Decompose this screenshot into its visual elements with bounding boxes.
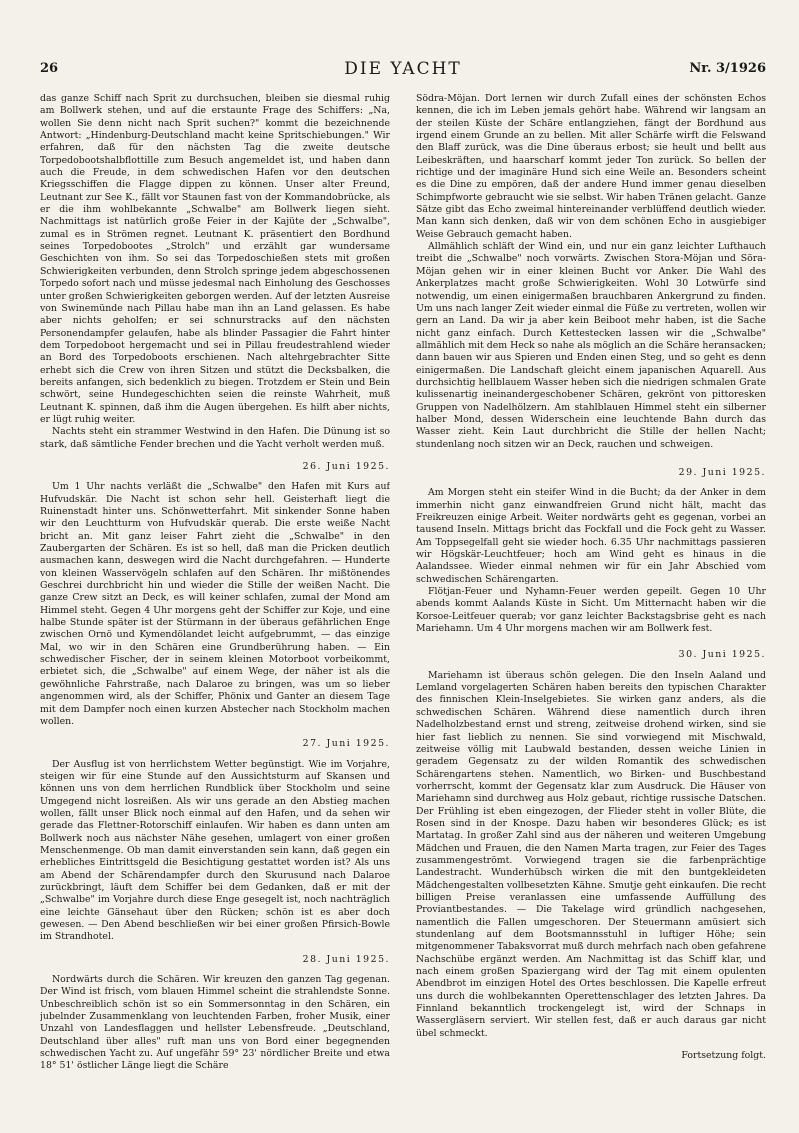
right-column	[416, 93, 766, 1128]
paragraph: Flötjan-Feuer und Nyhamn-Feuer werden gepeilt. Gegen 10 Uhr abends kommt Aalands Küste in Sicht. Um Mitternacht haben wir die Korsoe-Leitfeuer querab; vor ganz leichter Backstagsbrise geht es nach Mariehamn. Um 4 Uhr morgens machen wir am Bollwerk fest.	[416, 586, 766, 635]
issue-number: Nr. 3/1926	[689, 61, 766, 76]
continued-note: Fortsetzung folgt.	[681, 1050, 766, 1062]
left-column	[40, 93, 390, 1128]
diary-date: 29. Juni 1925.	[678, 466, 766, 478]
running-header	[40, 59, 766, 81]
diary-date: 28. Juni 1925.	[302, 953, 390, 965]
paragraph: Um 1 Uhr nachts verläßt die „Schwalbe" den Hafen mit Kurs auf Hufvudskär. Die Nacht ist schon sehr hell. Geisterhaft liegt die Ruinenstadt hinter uns. Schönwetterfahrt. Mit sinkender Sonne haben wir den Leuchtturm von Hufvudskär querab. Die erste weiße Nacht bricht an. Mit ganz leiser Fahrt zieht die „Schwalbe" in den Zaubergarten der Schären. Es ist so hell, daß man die Pricken deutlich ausmachen kann, deswegen wird die Nacht durchgefahren. — Hunderte von kleinen Wasservögeln schlafen auf den Schären. Ihr mißtönendes Geschrei durchbricht hin und wieder die Stille der weißen Nacht. Die ganze Crew sitzt an Deck, es will keiner schlafen, zumal der Mond am Himmel steht. Gegen 4 Uhr morgens geht der Schiffer zur Koje, und eine halbe Stunde später ist der Stürmann in der überaus gefährlichen Enge zwischen Ornö und Kymendölandet leicht aufgebrummt, — das einzige Mal, wo wir in den Schären eine Grundberührung haben. — Ein schwedischer Fischer, der in seinem kleinen Motorboot vorbeikommt, erbietet sich, die „Schwalbe" auf einem Wege, der näher ist als die gewöhnliche Fahrstraße, nach Dalaroe zu bringen, was um so lieber angenommen wird, als der Schiffer, Phönix und Ganter an diesem Tage mit dem Dampfer noch einen kurzen Abstecher nach Stockholm machen wollen.	[40, 481, 390, 727]
paragraph: Södra-Möjan. Dort lernen wir durch Zufall eines der schönsten Echos kennen, die ich im Leben jemals gehört habe. Während wir langsam an der steilen Küste der Schäre entlangziehen, fängt der Bordhund aus irgend einem Grunde an zu bellen. Mit aller Schärfe wirft die Felswand den Blaff zurück, was die Dine überaus erbost; sie heult und bellt aus Leibeskräften, und haarscharf kommt jeder Ton zurück. So bellen der richtige und der imaginäre Hund sich eine Weile an. Besonders scheint es die Dine zu empören, daß der andere Hund immer genau dieselben Schimpfworte gebraucht wie sie selbst. Wir haben Tränen gelacht. Ganze Sätze gibt das Echo zweimal hintereinander verblüffend deutlich wieder. Man kann sich denken, daß wir von dem schönen Echo in ausgiebiger Weise Gebrauch gemacht haben.	[416, 93, 766, 240]
paragraph: Nordwärts durch die Schären. Wir kreuzen den ganzen Tag gegenan. Der Wind ist frisch, vom blauen Himmel scheint die strahlendste Sonne. Unbeschreiblich schön ist so ein Sommersonntag in den Schären, ein jubelnder Zusammenklang von leuchtenden Farben, froher Musik, einer Unzahl von Landesflaggen und hellster Lebensfreude. „Deutschland, Deutschland über alles" ruft man uns von Bord einer begegnenden schwedischen Yacht zu. Auf ungefähr 59° 23' nördlicher Breite und etwa 18° 51' östlicher Länge liegt die Schäre	[40, 974, 390, 1072]
paragraph: Am Morgen steht ein steifer Wind in die Bucht; da der Anker in dem immerhin nicht ganz einwandfreien Grund nicht hält, macht das Freikreuzen einige Arbeit. Weiter nordwärts geht es gegenan, vorbei an tausend Inseln. Mittags bricht das Fockfall und die Fock geht zu Wasser. Am Toppsegelfall geht sie wieder hoch. 6.35 Uhr nachmittags passieren wir Högskär-Leuchtfeuer; hoch am Wind geht es hinaus in die Aalandssee. Wieder einmal nehmen wir für ein Jahr Abschied vom schwedischen Schärengarten.	[416, 487, 766, 585]
diary-date: 27. Juni 1925.	[302, 738, 390, 750]
diary-date: 30. Juni 1925.	[678, 649, 766, 661]
paragraph: das ganze Schiff nach Sprit zu durchsuchen, bleiben sie diesmal ruhig am Bollwerk stehen, und auf die erstaunte Frage des Schiffers: „Na, wollen Sie denn nicht nach Sprit suchen?" kommt die bezeichnende Antwort: „Hindenburg-Deutschland macht keine Spritschiebungen." Wir erfahren, daß für den nächsten Tag die zweite deutsche Torpedobootshalbflottille zum Besuch angemeldet ist, und haben dann auch die Freude, in dem schwedischen Hafen vor den deutschen Kriegsschiffen die Flagge dippen zu können. Unser alter Freund, Leutnant zur See K., fällt vor Staunen fast von der Kommandobrücke, als er die ihm wohlbekannte „Schwalbe" am Bollwerk liegen sieht. Nachmittags ist natürlich große Feier in der Kajüte der „Schwalbe", zumal es in Strömen regnet. Leutnant K. präsentiert den Bordhund seines Torpedobootes „Strolch" und erzählt gar wundersame Geschichten von ihm. So sei das Torpedoschießen stets mit großen Schwierigkeiten verbunden, denn Strolch springe jedem abgeschossenen Torpedo sofort nach und müsse jedesmal nach Einholung des Geschosses unter großen Schwierigkeiten geborgen werden. Auf der letzten Ausreise von Swinemünde nach Pillau habe man ihn an Land gelassen. Es habe aber nichts geholfen; er sei schnurstracks auf den nächsten Personendampfer gelaufen, habe als blinder Passagier die Fahrt hinter dem Torpedoboot hergemacht und sei in Pillau freudestrahlend wieder an Bord des Torpedoboots erschienen. Nach altehrgebrachter Sitte erhebt sich die Crew von ihren Sitzen und stützt die Decksbalken, die bereits anfangen, sich bedenklich zu biegen. Trotzdem er Stein und Bein schwört, seine Hundegeschichten seien die reinste Wahrheit, muß Leutnant K. spinnen, daß ihm die Augen übergehen. Es hilft aber nichts, er lügt ruhig weiter.	[40, 93, 390, 425]
paragraph: Allmählich schläft der Wind ein, und nur ein ganz leichter Lufthauch treibt die „Schwalbe" noch vorwärts. Zwischen Stora-Möjan und Söra-Möjan gehen wir in einer kleinen Bucht vor Anker. Die Wahl des Ankerplatzes macht große Schwierigkeiten. Wohl 30 Lotwürfe sind notwendig, um einen einigermaßen brauchbaren Ankergrund zu finden. Um uns nach langer Zeit wieder einmal die Füße zu vertreten, wollen wir gern an Land. Da wir ja aber kein Beiboot mehr haben, ist die Sache nicht ganz einfach. Durch Kettestecken lassen wir die „Schwalbe" allmählich mit dem Heck so nahe als möglich an die Schäre heransacken; dann bauen wir aus Spieren und Enden einen Steg, und so geht es denn einigermaßen. Die Landschaft gleicht einem japanischen Aquarell. Aus durchsichtig hellblauem Wasser heben sich die niedrigen schmalen Grate kulissenartig ineinandergeschobener Schären, gekrönt von pittoresken Gruppen von Nadelhölzern. Am stahlblauen Himmel steht ein silberner halber Mond, dessen Widerschein eine leuchtende Bahn durch das Wasser zieht. Kein Laut durchbricht die Stille der hellen Nacht; stundenlang noch sitzen wir an Deck, rauchen und schweigen.	[416, 241, 766, 450]
page-number: 26	[40, 61, 59, 76]
paragraph: Der Ausflug ist von herrlichstem Wetter begünstigt. Wie im Vorjahre, steigen wir für eine Stunde auf den Aussichtsturm auf Skansen und können uns von dem herrlichen Rundblick über Stockholm und seine Umgegend nicht losreißen. Als wir uns gerade an den Abstieg machen wollen, fällt unser Blick noch einmal auf den Hafen, und da sehen wir gerade das Flettner-Rotorschiff einlaufen. Wir haben es dann unten am Bollwerk noch aus nächster Nähe gesehen, umlagert von einer großen Menschenmenge. Ob man damit einverstanden sein kann, daß gegen ein erhebliches Eintrittsgeld die Besichtigung gestattet worden ist? Als uns am Abend der Schärendampfer durch den Skurusund nach Dalaroe zurückbringt, läuft dem Schiffer bei dem Gedanken, daß er mit der „Schwalbe" im Vorjahre durch diese Enge gesegelt ist, noch nachträglich eine leichte Gänsehaut über den Rücken; schön ist es aber doch gewesen. — Den Abend beschließen wir bei einer großen Pfirsich-Bowle im Strandhotel.	[40, 758, 390, 943]
journal-title: DIE YACHT	[344, 59, 462, 79]
paragraph: Nachts steht ein strammer Westwind in den Hafen. Die Dünung ist so stark, daß sämtliche Fender brechen und die Yacht verholt werden muß.	[40, 426, 390, 450]
paragraph: Mariehamn ist überaus schön gelegen. Die den Inseln Aaland und Lemland vorgelagerten Schären haben bereits den typischen Charakter des finnischen Klein-Inselgebietes. Sie wirken ganz anders, als die schwedischen Schären. Während diese namentlich durch ihren Nadelholzbestand ernst und streng, zeitweise drohend wirken, sind sie hier fast lieblich zu nennen. Sie sind vorwiegend mit Mischwald, zeitweise völlig mit Laubwald bestanden, dessen weiche Linien in geradem Gegensatz zu der wilden Romantik des schwedischen Schärengartens stehen. Namentlich, wo Birken- und Buschbestand vorherrscht, kommt der Gegensatz klar zum Ausdruck. Die Häuser von Mariehamn sind durchweg aus Holz gebaut, richtige russische Datschen. Der Frühling ist eben eingezogen, der Flieder steht in voller Blüte, die Rosen sind in der Knospe. Dazu haben wir besonderes Glück; es ist Martatag. In großer Zahl sind aus der näheren und weiteren Umgebung Mädchen und Frauen, die den Namen Marta tragen, zur Feier des Tages zusammengeströmt. Vorwiegend tragen sie die farbenprächtige Landestracht. Wunderhübsch wirken die mit den buntgekleideten Mädchengestalten vollbesetzten Kähne. Smutje geht einkaufen. Die recht billigen Preise veranlassen eine umfassende Auffüllung des Proviantbestandes. — Die Takelage wird gründlich nachgesehen, namentlich die Fallen umgeschoren. Der Steuermann amüsiert sich stundenlang auf dem Bootsmannsstuhl in luftiger Höhe; sein mitgenommener Tabaksvorrat muß durch mehrfach nach oben gefahrene Nachschübe ergänzt werden. Am Nachmittag ist das Schiff klar, und nach einem großen Spaziergang wird der Tag mit einem opulenten Abendbrot im einzigen Hotel des Ortes beschlossen. Die Kapelle erfreut uns durch die wohlbekannten Operettenschlager des letzten Jahres. Da Finnland bekanntlich trockengelegt ist, wird der Schnaps in Wassergläsern serviert. Wir stellen fest, daß er auch daraus gar nicht übel schmeckt.	[416, 669, 766, 1039]
diary-date: 26. Juni 1925.	[302, 460, 390, 472]
